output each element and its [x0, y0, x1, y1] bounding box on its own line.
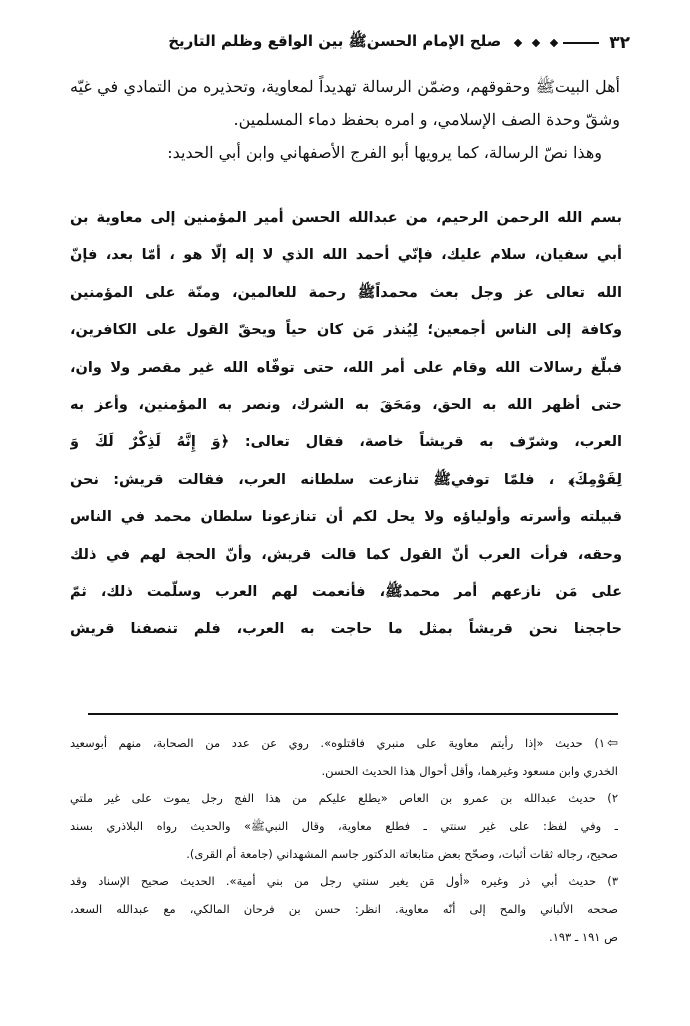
letter-line: وحقه، فرأت العرب أنّ القول كما قالت قريش، وأنّ الحجة لهم في ذلك: [70, 546, 622, 563]
footnote-line: صححه الألباني والمح إلى أنّه معاوية. انظر: حسن بن فرحان المالكي، مع عبدالله السعد،: [70, 902, 618, 917]
letter-line: حاججنا نحن قريشاً بمثل ما حاجت به العرب، فلم تنصفنا قريش: [70, 621, 622, 638]
arrow-left-icon: ⇦: [607, 736, 618, 751]
paragraph: وهذا نصّ الرسالة، كما يرويها أبو الفرج الأصفهاني وابن أبي الحديد:: [167, 143, 602, 162]
ornament-line: [563, 42, 599, 44]
footnote-line: ٢) حديث عبدالله بن عمرو بن العاص «يطلع عليكم من هذا الفج رجل يموت على غير ملتي: [70, 791, 618, 806]
footnotes: [70, 730, 618, 952]
footnote-line: الخدري وابن مسعود وغيرهما، وأقل أحوال هذا الحديث الحسن.: [321, 763, 618, 778]
letter-line: الله تعالى عز وجل بعث محمداًﷺ رحمة للعالمين، ومنّة على المؤمنين: [70, 284, 622, 301]
letter-line: فبلّغ رسالات الله وقام على أمر الله، حتى توفّاه الله غير مقصر ولا وان،: [70, 359, 622, 376]
paragraph: أهل البيتﷺ وحقوقهم، وضمّن الرسالة تهديداً لمعاوية، وتحذيره من التمادي في غيّه وشقّ وحدة الصف الإسلامي، و امره بحفظ دماء المسلمين.: [70, 77, 620, 129]
footnote-separator: [88, 713, 618, 715]
footnote-line: ٣) حديث أبي ذر وغيره «أول مَن يغير سنتي رجل من بني أمية». الحديث صحيح الإسناد وقد: [70, 874, 618, 889]
page-header: [60, 28, 630, 58]
letter-line: أبي سفيان، سلام عليك، فإنّي أحمد الله الذي لا إله إلّا هو ، أمّا بعد، فإنّ: [70, 247, 622, 264]
footnote-line: ص ١٩١ ـ ١٩٣.: [549, 929, 618, 944]
footnote-line: [70, 730, 618, 758]
ornament-diamond: [514, 39, 522, 47]
footnote-line: صحيح، رجاله ثقات أثبات، وصحّح بعض متابعاته الدكتور جاسم المشهداني (جامعة أم القرى).: [186, 846, 618, 861]
letter-line: لِقَوْمِكَ﴾ ، فلمّا توفيﷺ تنازعت سلطانه العرب، فقالت قريش: نحن: [70, 471, 622, 488]
letter-line: العرب، وشرّف به قريشاً خاصة، فقال تعالى: ﴿وَ إِنَّهُ لَذِكْرٌ لَكَ وَ: [70, 434, 622, 451]
header-ornament: [509, 40, 599, 46]
footnote-line: ـ وفي لفظ: على غير سنتي ـ فطلع معاوية، وقال النبيﷺ» والحديث رواه البلاذري بسند: [70, 819, 618, 834]
letter-line: بسم الله الرحمن الرحيم، من عبدالله الحسن أمير المؤمنين إلى معاوية بن: [70, 210, 622, 226]
body-text: [70, 70, 620, 169]
running-title: صلح الإمام الحسنﷺ بين الواقع وظلم التاريخ: [168, 32, 502, 50]
quoted-letter: [70, 200, 622, 649]
letter-line: وكافة إلى الناس أجمعين؛ لِيُنذر مَن كان حياً ويحقّ القول على الكافرين،: [70, 322, 622, 339]
letter-line: قبيلته وأسرته وأولياؤه ولا يحل لكم أن تنازعونا سلطان محمد في الناس: [70, 509, 622, 526]
page-number: ٣٢: [609, 33, 630, 53]
footnote-text: ١) حديث «إذا رأيتم معاوية على منبري فاقتلوه». روي عن عدد من الصحابة، منهم أبوسعيد: [70, 736, 606, 750]
letter-line: حتى أظهر الله به الحق، ومَحَقَ به الشرك، ونصر به المؤمنين، وأعز به: [70, 396, 622, 413]
ornament-diamond: [550, 39, 558, 47]
letter-line: على مَن نازعهم أمر محمدﷺ، فأنعمت لهم العرب وسلّمت ذلك، ثمّ: [70, 583, 622, 600]
ornament-diamond: [532, 39, 540, 47]
